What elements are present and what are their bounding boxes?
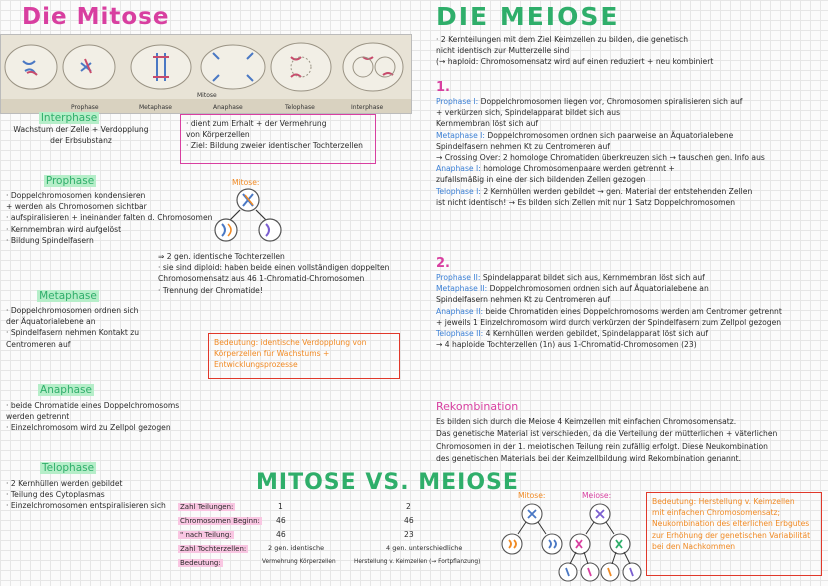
meiose-step-2: 2. (436, 256, 450, 271)
mitose-bedeutung-box: Bedeutung: identische Verdopplung von Körperzellen für Wachstums + Entwicklungsprozesse (208, 333, 400, 379)
metaphase-heading: Metaphase (39, 290, 97, 302)
compare-row-chromosomen-beginn: Chromosomen Beginn: 46 46 (180, 516, 414, 525)
interphase-text: Wachstum der Zelle + Verdopplung der Erbsubstanz (13, 125, 149, 146)
fig-label-anaphase: Anaphase (213, 104, 243, 111)
telophase-2: Telophase II: 4 Kernhüllen werden gebildet, Spindelapparat löst sich auf → 4 haploide Tochterzellen (1n) aus 1-Chromatid-Chromosomen (23) (436, 329, 709, 350)
metaphase-1: Metaphase I: Doppelchromosomen ordnen sich paarweise an Äquatorialebene Spindelfasern nehmen Kt zu Centromeren auf → Crossing Over: 2 homologe Chromatiden überkreuzen sich → tauschen gen. Info aus (436, 130, 765, 163)
telophase-heading: Telophase (41, 462, 95, 474)
mitosis-textbook-figure (0, 34, 412, 114)
fig-label-telophase: Telophase (285, 104, 315, 111)
fig-label-metaphase: Metaphase (139, 104, 173, 111)
meiose-intro: · 2 Kernteilungen mit dem Ziel Keimzellen zu bilden, die genetisch nicht identisch zur Mutterzelle sind (→ haploid: Chromosomensatz wird auf einen reduziert + neu kombiniert (436, 35, 714, 67)
fig-label-prophase: Prophase (71, 104, 99, 111)
compare-row-teilungen: Zahl Teilungen: 1 2 (180, 502, 411, 511)
compare-row-tochterzellen: Zahl Tochterzellen: 2 gen. identische 4 gen. unterschiedliche (180, 544, 463, 553)
compare-row-nach-teilung: " nach Teilung: 46 23 (180, 530, 414, 539)
rekombination-text: Es bilden sich durch die Meiose 4 Keimzellen mit einfachen Chromosomensatz. Das genetische Material ist verschieden, da die Verteilung der mütterlichen + väterlichen Chromosomen in der 1. meiotischen Teilung rein zufällig erfolgt. Diese Neukombination des genetischen Materials bei der Keimzellbildung wird Rekombination genannt. (436, 417, 778, 464)
mini-meiose-label: Meiose: (582, 491, 612, 500)
mitose-diagram-label: Mitose: (232, 178, 260, 187)
prophase-heading: Prophase (45, 175, 95, 187)
meiose-bedeutung-box: Bedeutung: Herstellung v. Keimzellen mit einfachen Chromosomensatz; Neukombination des elterlichen Erbgutes zur Erhöhung der genetischen Variabilität bei den Nachkommen (646, 492, 822, 576)
meiose-phase1-list (436, 96, 765, 208)
telophase-1: Telophase I: 2 Kernhüllen werden gebildet → gen. Material der entstehenden Zellen ist nicht identisch! → Es bilden sich Zellen mit nur 1 Satz Doppelchromosomen (436, 186, 753, 207)
anaphase-2: Anaphase II: beide Chromatiden eines Doppelchromosoms werden am Centromer getrennt + jeweils 1 Einzelchromosom wird durch verkürzen der Spindelfasern zum Zellpol gezogen (436, 306, 782, 327)
mitose-purpose-box: · dient zum Erhalt + der Vermehrung von Körperzellen · Ziel: Bildung zweier identischer Tochterzellen (180, 114, 376, 164)
mitose-cell-diagram (208, 186, 288, 246)
anaphase-text: · beide Chromatide eines Doppelchromosoms werden getrennt · Einzelchromosom wird zu Zellpol gezogen (6, 401, 180, 433)
mitose-meiose-cell-diagram (496, 500, 642, 584)
prophase-1: Prophase I: Doppelchromosomen liegen vor, Chromosomen spiralisieren sich auf + verkürzen sich, Spindelapparat bildet sich aus Kernmembran löst sich auf (436, 97, 743, 129)
meiose-title: DIE MEIOSE (436, 2, 620, 31)
interphase-heading: Interphase (40, 112, 98, 124)
compare-title: MITOSE VS. MEIOSE (256, 470, 519, 495)
metaphase-text: · Doppelchromosomen ordnen sich der Äquatorialebene an · Spindelfasern nehmen Kontakt zu Centromeren auf (6, 306, 140, 349)
fig-label-interphase: Interphase (351, 104, 384, 111)
metaphase-2: Metaphase II: Doppelchromosomen ordnen sich auf Äquatorialebene an Spindelfasern nehmen Kt zu Centromeren auf (436, 284, 709, 305)
fig-label-mitose: Mitose (197, 92, 217, 99)
mitose-result-text: ⇒ 2 gen. identische Tochterzellen · sie sind diploid: haben beide einen vollständigen doppelten Chromosomensatz aus 46 1-Chromatid-Chromosomen · Trennung der Chromatide! (158, 252, 390, 295)
telophase-text: · 2 Kernhüllen werden gebildet · Teilung des Cytoplasmas · Einzelchromosomen entspiralisieren sich (6, 479, 166, 511)
rekombination-heading: Rekombination (436, 400, 519, 413)
mitose-title: Die Mitose (22, 4, 170, 30)
anaphase-heading: Anaphase (40, 384, 92, 396)
anaphase-1: Anaphase I: homologe Chromosomenpaare werden getrennt + zufallsmäßig in eine der sich bildenden Zellen gezogen (436, 164, 675, 185)
prophase-2: Prophase II: Spindelapparat bildet sich aus, Kernmembran löst sich auf (436, 273, 705, 282)
mitosis-stages-illustration (1, 35, 411, 113)
meiose-phase2-list (436, 272, 782, 350)
mini-mitose-label: Mitose: (518, 491, 546, 500)
meiose-step-1: 1. (436, 80, 450, 95)
prophase-text: · Doppelchromosomen kondensieren + werden als Chromosomen sichtbar · aufspiralisieren + ineinander falten d. Chromosomen · Kernmembran wird aufgelöst · Bildung Spindelfasern (6, 191, 213, 245)
compare-row-bedeutung: Bedeutung: Vermehrung Körperzellen Herstellung v. Keimzellen (→ Fortpflanzung) (180, 559, 481, 567)
